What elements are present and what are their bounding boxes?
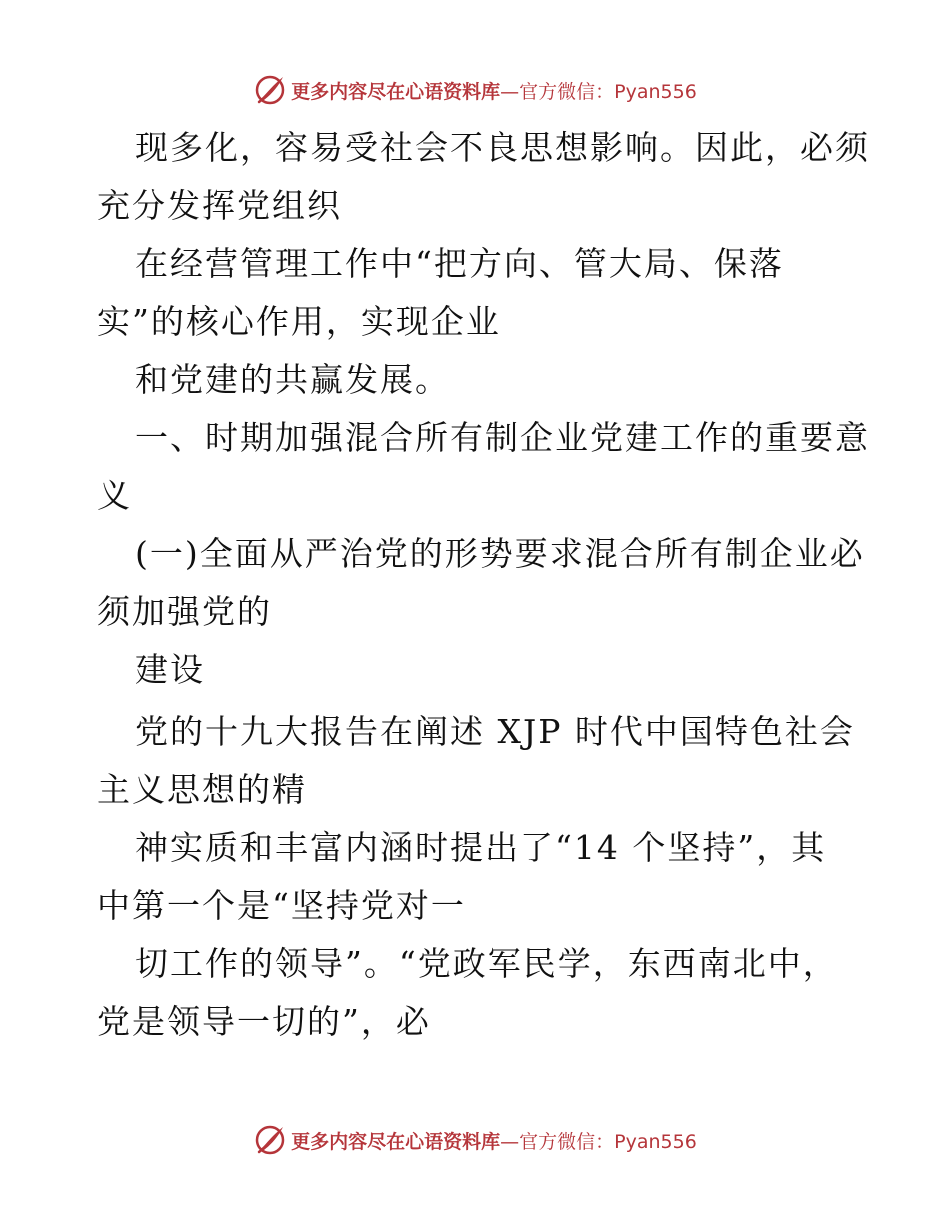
text-line: 党的十九大报告在阐述 XJP 时代中国特色社会 (135, 712, 855, 751)
text-line: 现多化，容易受社会不良思想影响。因此，必须 (135, 128, 870, 167)
text-line: 主义思想的精 (97, 770, 307, 809)
subsection-heading-cont: 须加强党的 (97, 592, 272, 631)
text-line: 和党建的共赢发展。 (135, 360, 450, 399)
text-line: 充分发挥党组织 (97, 186, 342, 225)
text-line: 在经营管理工作中“把方向、管大局、保落 (135, 244, 784, 283)
footer-banner-text (291, 1127, 697, 1154)
header-dash: — (500, 80, 520, 103)
text-line: 实”的核心作用，实现企业 (97, 302, 501, 341)
footer-banner (0, 1120, 950, 1160)
section-heading: 一、时期加强混合所有制企业党建工作的重要意 (135, 418, 870, 457)
text-line: 党是领导一切的”，必 (97, 1002, 431, 1041)
header-wechat: 官方微信：Pyan556 (519, 80, 697, 103)
text-line: 神实质和丰富内涵时提出了“14 个坚持”，其 (135, 828, 827, 867)
subsection-heading-cont: 建设 (135, 650, 205, 689)
subsection-heading: (一)全面从严治党的形势要求混合所有制企业必 (135, 534, 865, 573)
section-heading-cont: 义 (97, 476, 132, 515)
header-title: 更多内容尽在心语资料库 (291, 80, 501, 103)
footer-title: 更多内容尽在心语资料库 (291, 1130, 501, 1153)
quill-logo-icon (253, 1123, 287, 1157)
text-line: 切工作的领导”。“党政军民学，东西南北中， (135, 944, 838, 983)
footer-wechat: 官方微信：Pyan556 (519, 1130, 697, 1153)
footer-dash: — (500, 1130, 520, 1153)
text-line: 中第一个是“坚持党对一 (97, 886, 466, 925)
